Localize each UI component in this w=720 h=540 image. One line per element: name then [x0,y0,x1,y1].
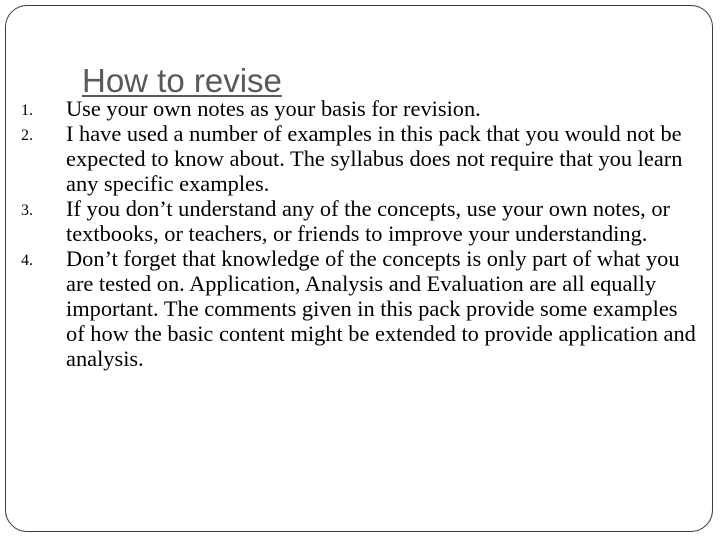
slide-title: How to revise [82,62,282,99]
list-item-text: I have used a number of examples in this pack that you would not be expected to know about. The syllabus does not require that you learn any specific examples. [66,121,683,196]
list-item-number: 3. [21,202,33,219]
list-item [0,121,700,196]
list-item-text: Don’t forget that knowledge of the concepts is only part of what you are tested on. Application, Analysis and Evaluation are all equally important. The comments given in this pack provide some examples of how the basic content might be extended to provide application and analysis. [66,246,696,371]
list-item [0,246,700,371]
list-item [0,96,700,121]
revision-tips-list [0,96,700,371]
list-item-number: 2. [21,127,33,144]
list-item-text: Use your own notes as your basis for revision. [66,96,481,121]
list-item [0,196,700,246]
list-item-number: 1. [21,102,33,119]
list-item-text: If you don’t understand any of the concepts, use your own notes, or textbooks, or teachers, or friends to improve your understanding. [66,196,671,246]
list-item-number: 4. [21,252,33,269]
